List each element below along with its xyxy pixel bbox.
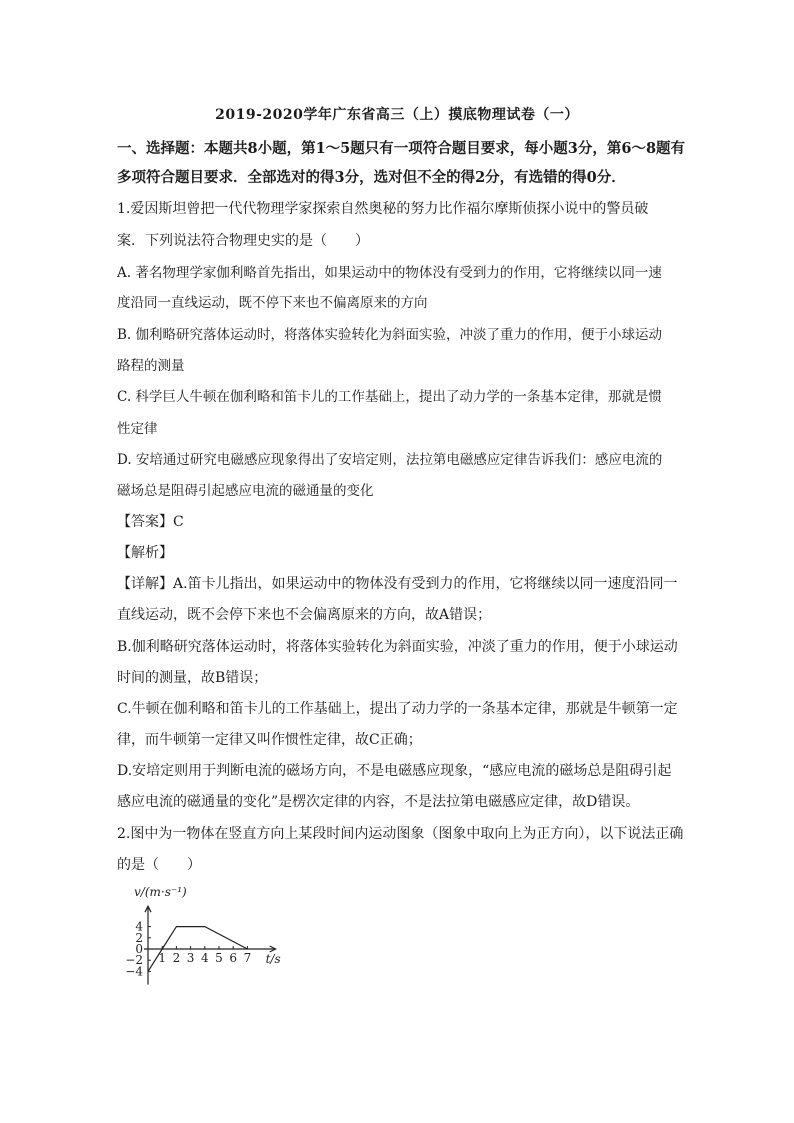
q1-detail-c-line-2: 律，而牛顿第一定律又叫作惯性定律，故C正确； bbox=[117, 732, 422, 748]
x-tick-label: 6 bbox=[229, 951, 238, 965]
x-tick-label: 1 bbox=[158, 951, 167, 965]
section-instructions-line-2: 多项符合题目要求．全部选对的得3分，选对但不全的得2分，有选错的得0分． bbox=[117, 169, 626, 186]
x-tick-label: 7 bbox=[243, 951, 252, 965]
q1-option-b-line-2: 路程的测量 bbox=[117, 358, 185, 374]
q1-detail-c-line-1: C.牛顿在伽利略和笛卡儿的工作基础上，提出了动力学的一条基本定律，那就是牛顿第一定 bbox=[117, 701, 678, 717]
q1-detail-b-line-1: B.伽利略研究落体运动时，将落体实验转化为斜面实验，冲淡了重力的作用，便于小球运动 bbox=[117, 639, 678, 655]
y-tick-label: −4 bbox=[125, 964, 143, 979]
x-tick-label: 2 bbox=[172, 951, 181, 965]
q2-stem-line-2: 的是（ ） bbox=[117, 857, 201, 873]
y-axis-label: v/(m·s⁻¹) bbox=[134, 885, 187, 899]
x-tick-label: 4 bbox=[200, 951, 209, 965]
y-tick-label: −2 bbox=[125, 953, 143, 968]
q1-option-d-line-1: D. 安培通过研究电磁感应现象得出了安培定则，法拉第电磁感应定律告诉我们：感应电流的 bbox=[117, 452, 663, 468]
y-tick-label: 0 bbox=[135, 942, 143, 956]
q1-option-a-line-1: A. 著名物理学家伽利略首先指出，如果运动中的物体没有受到力的作用，它将继续以同一速 bbox=[117, 265, 662, 281]
q1-detail-line-1: 【详解】A.笛卡儿指出，如果运动中的物体没有受到力的作用，它将继续以同一速度沿同一 bbox=[117, 576, 678, 592]
q1-detail-line-2: 直线运动，既不会停下来也不会偏离原来的方向，故A错误； bbox=[117, 607, 492, 623]
x-tick-label: 5 bbox=[215, 951, 223, 965]
page-title: 2019-2020学年广东省高三（上）摸底物理试卷（一） bbox=[215, 107, 579, 123]
q1-stem-line-1: 1.爱因斯坦曾把一代代物理学家探索自然奥秘的努力比作福尔摩斯侦探小说中的警员破 bbox=[117, 201, 649, 217]
section-instructions-line-1: 一、选择题：本题共8小题，第1～5题只有一项符合题目要求，每小题3分，第6～8题有 bbox=[117, 140, 686, 157]
q1-detail-d-line-1: D.安培定则用于判断电流的磁场方向，不是电磁感应现象，“感应电流的磁场总是阻碍引起 bbox=[117, 763, 672, 779]
q1-option-d-line-2: 磁场总是阻碍引起感应电流的磁通量的变化 bbox=[117, 483, 374, 499]
q1-answer: 【答案】C bbox=[117, 514, 184, 530]
x-tick-label: 3 bbox=[186, 951, 195, 965]
q1-option-a-line-2: 度沿同一直线运动，既不停下来也不偏离原来的方向 bbox=[117, 295, 428, 311]
velocity-time-graph bbox=[114, 884, 294, 1014]
q1-option-b-line-1: B. 伽利略研究落体运动时，将落体实验转化为斜面实验，冲淡了重力的作用，便于小球运动 bbox=[117, 327, 663, 343]
q2-stem-line-1: 2.图中为一物体在竖直方向上某段时间内运动图象（图象中取向上为正方向），以下说法正确 bbox=[117, 826, 684, 842]
q1-detail-d-line-2: 感应电流的磁通量的变化”是楞次定律的内容，不是法拉第电磁感应定律，故D错误。 bbox=[117, 794, 640, 810]
x-axis-label: t/s bbox=[265, 952, 281, 966]
q1-stem-line-2: 案．下列说法符合物理史实的是（ ） bbox=[117, 233, 369, 249]
q1-option-c-line-1: C. 科学巨人牛顿在伽利略和笛卡儿的工作基础上，提出了动力学的一条基本定律，那就是惯 bbox=[117, 389, 662, 405]
q1-option-c-line-2: 性定律 bbox=[117, 421, 158, 437]
q1-analysis-heading: 【解析】 bbox=[117, 545, 173, 561]
q1-detail-b-line-2: 时间的测量，故B错误； bbox=[117, 670, 268, 686]
y-tick-label: 2 bbox=[135, 930, 143, 945]
y-tick-label: 4 bbox=[135, 919, 143, 934]
